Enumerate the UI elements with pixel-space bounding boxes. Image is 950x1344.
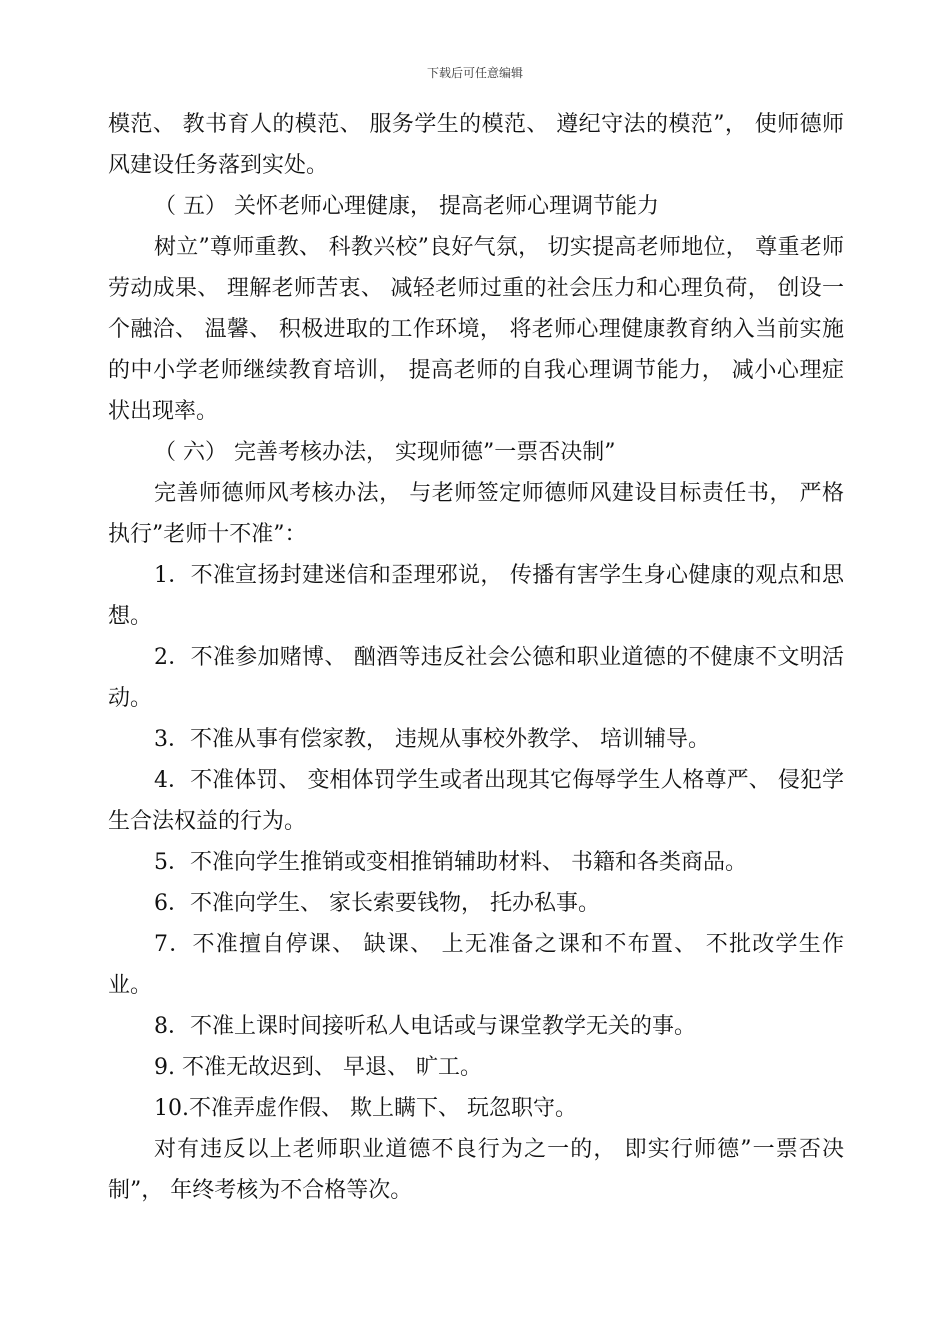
rule-item-3: 3．不准从事有偿家教， 违规从事校外教学、 培训辅导。 — [154, 727, 710, 752]
paragraph-mental-health: 树立”尊师重教、 科教兴校”良好气氛， 切实提高老师地位， 尊重老师劳动成果、 理解老师苦衷、 减轻老师过重的社会压力和心理负荷， 创设一个融洽、 温馨、 积极进取的工作环境， 将老师心理健康教育纳入当前实施的中小学老师继续教育培训， 提高老师的自我心理调节能力， 减小心理症状出现率。 — [108, 235, 844, 424]
rule-item-5: 5．不准向学生推销或变相推销辅助材料、 书籍和各类商品。 — [154, 850, 747, 875]
document-body — [108, 104, 844, 1211]
rule-item-10: 10.不准弄虚作假、 欺上瞒下、 玩忽职守。 — [154, 1096, 577, 1121]
paragraph-continuation: 模范、 教书育人的模范、 服务学生的模范、 遵纪守法的模范”， 使师德师风建设任务落到实处。 — [108, 112, 844, 178]
paragraph-conclusion: 对有违反以上老师职业道德不良行为之一的， 即实行师德”一票否决制”， 年终考核为不合格等次。 — [108, 1137, 844, 1203]
rule-item-6: 6．不准向学生、 家长索要钱物， 托办私事。 — [154, 891, 600, 916]
rule-item-4: 4．不准体罚、 变相体罚学生或者出现其它侮辱学生人格尊严、 侵犯学生合法权益的行为。 — [108, 768, 844, 834]
rule-item-9: 9. 不准无故迟到、 早退、 旷工。 — [154, 1055, 482, 1080]
page-header: 下载后可任意编辑 — [426, 66, 523, 80]
rule-item-1: 1．不准宣扬封建迷信和歪理邪说， 传播有害学生身心健康的观点和思想。 — [108, 563, 844, 629]
paragraph-assessment: 完善师德师风考核办法， 与老师签定师德师风建设目标责任书， 严格执行”老师十不准”： — [108, 481, 844, 547]
section-heading-5: （ 五） 关怀老师心理健康， 提高老师心理调节能力 — [154, 194, 659, 219]
rule-item-2: 2．不准参加赌博、 酗酒等违反社会公德和职业道德的不健康不文明活动。 — [108, 645, 844, 711]
section-heading-6: （ 六） 完善考核办法， 实现师德”一票否决制” — [154, 440, 616, 465]
rule-item-8: 8．不准上课时间接听私人电话或与课堂教学无关的事。 — [154, 1014, 696, 1039]
rule-item-7: 7．不准擅自停课、 缺课、 上无准备之课和不布置、 不批改学生作业。 — [108, 932, 844, 998]
